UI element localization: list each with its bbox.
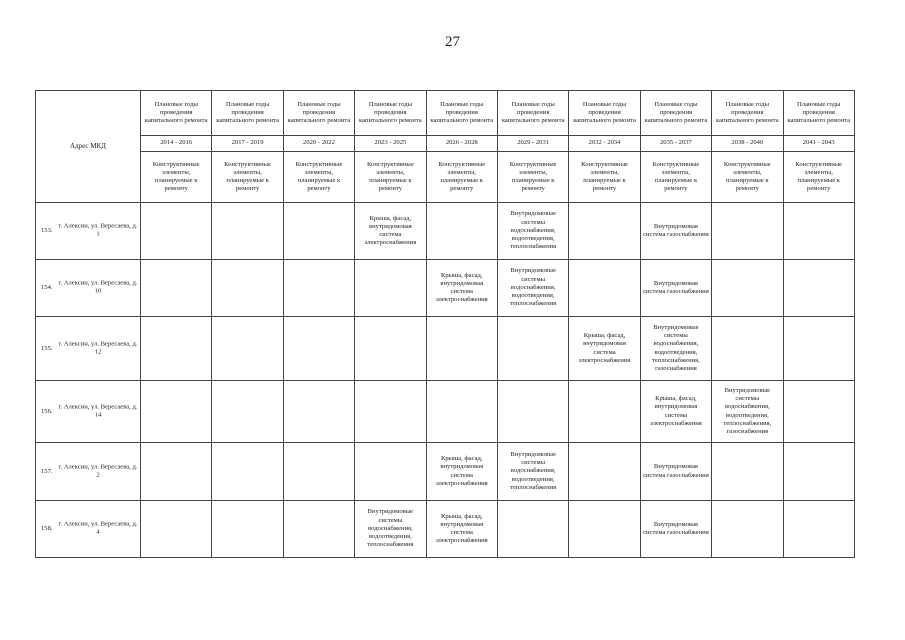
plan-cell (569, 381, 640, 443)
period-elements: Конструктивные элементы, планируемые к ремонту (497, 152, 568, 203)
plan-cell (426, 381, 497, 443)
table-row (36, 260, 855, 317)
period-elements: Конструктивные элементы, планируемые к ремонту (640, 152, 711, 203)
period-years: 2035 - 2037 (640, 136, 711, 152)
plan-cell: Внутридомовая система газоснабжения (640, 443, 711, 501)
plan-cell (355, 381, 426, 443)
period-years: 2020 - 2022 (283, 136, 354, 152)
row-address: г. Алексин, ул. Вересаева, д. 1 (58, 222, 138, 238)
plan-cell (141, 260, 212, 317)
plan-cell (783, 443, 854, 501)
plan-cell: Внутридомовая система газоснабжения (640, 203, 711, 260)
period-title: Плановые годы проведения капитального ремонта (212, 91, 283, 136)
header-row-elements (36, 152, 855, 203)
period-elements: Конструктивные элементы, планируемые к ремонту (783, 152, 854, 203)
plan-cell (783, 317, 854, 381)
period-years: 2014 - 2016 (141, 136, 212, 152)
plan-cell (212, 501, 283, 558)
plan-cell (283, 317, 354, 381)
plan-cell: Внутридомовые системы водоснабжения, водоотведения, теплоснабжения (497, 260, 568, 317)
plan-cell (569, 260, 640, 317)
plan-cell (141, 443, 212, 501)
plan-cell (497, 381, 568, 443)
row-address: г. Алексин, ул. Вересаева, д. 12 (58, 340, 138, 356)
plan-cell (141, 501, 212, 558)
plan-cell (355, 443, 426, 501)
plan-cell (712, 501, 783, 558)
plan-cell (355, 317, 426, 381)
row-address: г. Алексин, ул. Вересаева, д. 2 (58, 463, 138, 479)
period-elements: Конструктивные элементы, планируемые к ремонту (712, 152, 783, 203)
plan-cell: Крыша, фасад, внутридомовая система электроснабжения (426, 501, 497, 558)
table-row (36, 203, 855, 260)
plan-cell (712, 317, 783, 381)
row-number: 153. (41, 226, 53, 234)
period-title: Плановые годы проведения капитального ремонта (141, 91, 212, 136)
plan-cell: Внутридомовые системы водоснабжения, водоотведения, теплоснабжения (355, 501, 426, 558)
plan-cell (497, 317, 568, 381)
header-row-title (36, 91, 855, 136)
plan-cell (712, 443, 783, 501)
plan-cell (283, 260, 354, 317)
address-cell (36, 443, 141, 501)
period-years: 2017 - 2019 (212, 136, 283, 152)
plan-cell (569, 203, 640, 260)
period-years: 2041 - 2043 (783, 136, 854, 152)
page-number: 27 (445, 34, 460, 50)
period-elements: Конструктивные элементы, планируемые к ремонту (141, 152, 212, 203)
plan-cell (497, 501, 568, 558)
plan-cell (141, 381, 212, 443)
plan-cell: Внутридомовые системы водоснабжения, водоотведения, теплоснабжения, газоснабжения (712, 381, 783, 443)
capital-repair-schedule-table (35, 90, 855, 558)
address-cell (36, 317, 141, 381)
plan-cell (426, 317, 497, 381)
period-elements: Конструктивные элементы, планируемые к ремонту (426, 152, 497, 203)
plan-cell: Внутридомовая система газоснабжения (640, 260, 711, 317)
row-number: 155. (41, 344, 53, 352)
period-elements: Конструктивные элементы, планируемые к ремонту (283, 152, 354, 203)
plan-cell: Внутридомовые системы водоснабжения, водоотведения, теплоснабжения, газоснабжения (640, 317, 711, 381)
period-title: Плановые годы проведения капитального ремонта (712, 91, 783, 136)
plan-cell: Внутридомовые системы водоснабжения, водоотведения, теплоснабжения (497, 203, 568, 260)
plan-cell (212, 317, 283, 381)
period-years: 2023 - 2025 (355, 136, 426, 152)
period-title: Плановые годы проведения капитального ремонта (355, 91, 426, 136)
plan-cell (141, 317, 212, 381)
row-address: г. Алексин, ул. Вересаева, д. 4 (58, 520, 138, 536)
period-title: Плановые годы проведения капитального ремонта (426, 91, 497, 136)
row-address: г. Алексин, ул. Вересаева, д. 10 (58, 279, 138, 295)
period-title: Плановые годы проведения капитального ремонта (640, 91, 711, 136)
plan-cell (569, 443, 640, 501)
plan-cell (569, 501, 640, 558)
period-title: Плановые годы проведения капитального ремонта (497, 91, 568, 136)
plan-cell (783, 501, 854, 558)
plan-cell: Крыша, фасад, внутридомовая система электроснабжения (355, 203, 426, 260)
plan-cell (212, 260, 283, 317)
plan-cell: Внутридомовые системы водоснабжения, водоотведения, теплоснабжения (497, 443, 568, 501)
plan-cell (426, 203, 497, 260)
plan-cell (141, 203, 212, 260)
row-number: 158. (41, 524, 53, 532)
address-cell (36, 260, 141, 317)
row-number: 154. (41, 283, 53, 291)
plan-cell (212, 381, 283, 443)
plan-cell (712, 203, 783, 260)
plan-cell (212, 203, 283, 260)
table-row (36, 443, 855, 501)
plan-cell (283, 501, 354, 558)
plan-cell: Крыша, фасад, внутридомовая система электроснабжения (569, 317, 640, 381)
table-row (36, 501, 855, 558)
row-number: 156. (41, 407, 53, 415)
period-title: Плановые годы проведения капитального ремонта (783, 91, 854, 136)
plan-cell (283, 381, 354, 443)
plan-cell: Крыша, фасад, внутридомовая система электроснабжения (640, 381, 711, 443)
period-years: 2026 - 2028 (426, 136, 497, 152)
address-cell (36, 203, 141, 260)
plan-cell: Крыша, фасад, внутридомовая система электроснабжения (426, 443, 497, 501)
period-title: Плановые годы проведения капитального ремонта (569, 91, 640, 136)
plan-cell (212, 443, 283, 501)
period-elements: Конструктивные элементы, планируемые к ремонту (569, 152, 640, 203)
plan-cell (783, 260, 854, 317)
period-years: 2038 - 2040 (712, 136, 783, 152)
plan-cell (783, 381, 854, 443)
plan-cell (283, 203, 354, 260)
plan-cell: Внутридомовая система газоснабжения (640, 501, 711, 558)
period-elements: Конструктивные элементы, планируемые к ремонту (212, 152, 283, 203)
table-row (36, 317, 855, 381)
address-cell (36, 381, 141, 443)
period-years: 2032 - 2034 (569, 136, 640, 152)
plan-cell: Крыша, фасад, внутридомовая система электроснабжения (426, 260, 497, 317)
period-title: Плановые годы проведения капитального ремонта (283, 91, 354, 136)
plan-cell (783, 203, 854, 260)
header-row-years (36, 136, 855, 152)
plan-cell (283, 443, 354, 501)
period-elements: Конструктивные элементы, планируемые к ремонту (355, 152, 426, 203)
table-row (36, 381, 855, 443)
address-cell (36, 501, 141, 558)
row-number: 157. (41, 467, 53, 475)
plan-cell (712, 260, 783, 317)
address-column-header: Адрес МКД (36, 91, 141, 203)
plan-cell (355, 260, 426, 317)
period-years: 2029 - 2031 (497, 136, 568, 152)
row-address: г. Алексин, ул. Вересаева, д. 14 (58, 403, 138, 419)
